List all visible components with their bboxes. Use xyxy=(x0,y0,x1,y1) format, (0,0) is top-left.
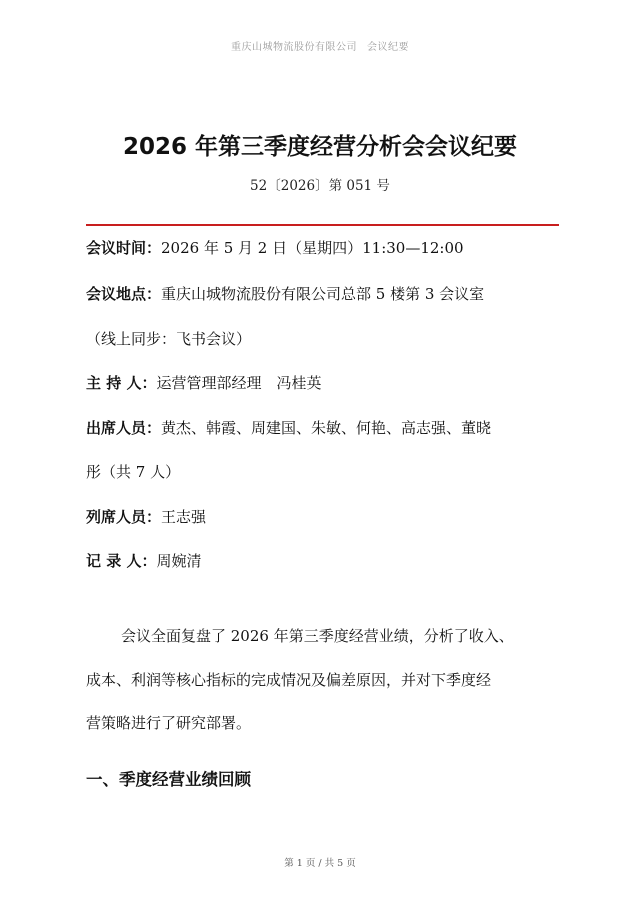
recorder-field xyxy=(86,551,566,571)
observers-label: 列席人员： xyxy=(86,508,162,526)
document-number: 52〔2026〕第 051 号 xyxy=(250,178,390,194)
attendees-continuation: 彤（共 7 人） xyxy=(86,463,181,481)
section-heading: 一、季度经营业绩回顾 xyxy=(86,770,251,789)
document-title: 2026 年第三季度经营分析会会议纪要 xyxy=(122,134,518,160)
meeting-time-label: 会议时间： xyxy=(86,239,162,257)
observers-field xyxy=(86,507,566,527)
meeting-time-field xyxy=(86,238,566,258)
meeting-location-continuation: （线上同步：飞书会议） xyxy=(86,330,252,348)
meeting-location-value: 重庆山城物流股份有限公司总部 5 楼第 3 会议室 xyxy=(161,285,485,303)
red-divider xyxy=(86,224,559,226)
meeting-location-field xyxy=(86,284,566,304)
attendees-value: 黄杰、韩霞、周建国、朱敏、何艳、高志强、董晓 xyxy=(161,419,492,437)
recorder-value: 周婉清 xyxy=(156,552,202,570)
summary-line-1: 会议全面复盘了 2026 年第三季度经营业绩，分析了收入、 xyxy=(121,627,514,645)
meeting-time-value: 2026 年 5 月 2 日（星期四）11:30—12:00 xyxy=(161,239,464,257)
header-company: 重庆山城物流股份有限公司 xyxy=(231,42,357,53)
host-field xyxy=(86,373,566,393)
meeting-location-label: 会议地点： xyxy=(86,285,162,303)
attendees-label: 出席人员： xyxy=(86,419,162,437)
host-label: 主 持 人： xyxy=(86,374,157,392)
summary-line-2: 成本、利润等核心指标的完成情况及偏差原因，并对下季度经 xyxy=(86,671,492,689)
page-footer: 第 1 页 / 共 5 页 xyxy=(284,858,356,869)
host-value: 运营管理部经理 冯桂英 xyxy=(156,374,322,392)
summary-line-3: 营策略进行了研究部署。 xyxy=(86,714,252,732)
attendees-field xyxy=(86,418,566,438)
header-doc-type: 会议纪要 xyxy=(367,42,409,53)
observers-value: 王志强 xyxy=(161,508,207,526)
page-header xyxy=(0,38,640,53)
recorder-label: 记 录 人： xyxy=(86,552,157,570)
